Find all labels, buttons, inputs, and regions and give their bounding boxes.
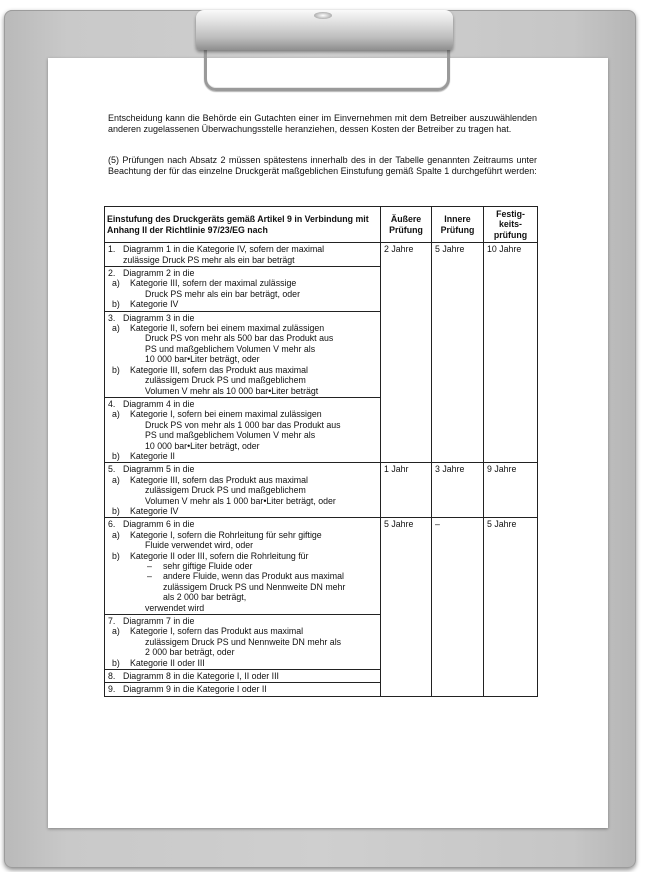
item-marker: a) xyxy=(112,409,120,420)
classification-cell xyxy=(105,463,381,518)
line-text: Diagramm 9 in die Kategorie I oder II xyxy=(123,684,267,695)
classification-line xyxy=(108,386,377,396)
paragraph-continuation: Entscheidung kann die Behörde ein Gutachten einer im Einvernehmen mit dem Betreiber auszuwählenden anderen zugelassenen Überwachungsstelle heranziehen, dessen Kosten der Betreiber zu tragen hat. xyxy=(108,113,537,134)
classification-line xyxy=(108,561,377,571)
table-row xyxy=(105,518,538,615)
line-text: Kategorie I, sofern das Produkt aus maximal xyxy=(130,626,304,637)
interval-blank-cell xyxy=(484,397,538,462)
row-number: 4. xyxy=(108,398,116,409)
classification-line xyxy=(108,344,377,354)
classification-line xyxy=(108,519,377,529)
classification-line xyxy=(108,637,377,647)
line-text: 10 000 bar•Liter beträgt, oder xyxy=(145,440,260,451)
interval-blank-cell xyxy=(381,397,432,462)
outer-inspection-interval: 2 Jahre xyxy=(381,243,432,267)
table-row xyxy=(105,683,538,696)
line-text: sehr giftige Fluide oder xyxy=(163,561,253,571)
item-marker: a) xyxy=(112,278,120,289)
outer-inspection-interval: 5 Jahre xyxy=(381,518,432,615)
item-marker: b) xyxy=(112,450,120,461)
line-text: verwendet wird xyxy=(145,602,205,613)
row-number: 9. xyxy=(108,684,116,695)
interval-blank-cell xyxy=(381,670,432,683)
classification-line xyxy=(108,626,377,636)
classification-line xyxy=(108,365,377,375)
table-row xyxy=(105,243,538,267)
classification-line xyxy=(108,464,377,474)
classification-line xyxy=(108,399,377,409)
line-text: Kategorie III, sofern das Produkt aus maximal xyxy=(130,474,308,485)
dash-marker: – xyxy=(147,571,152,582)
line-text: Fluide verwendet wird, oder xyxy=(145,540,254,551)
line-text: 2 000 bar beträgt, oder xyxy=(145,647,235,658)
line-text: zulässigem Druck PS und Nennweite DN mehr xyxy=(163,581,346,592)
item-marker: b) xyxy=(112,657,120,668)
table-row xyxy=(105,670,538,683)
header-strength-test: Festig-keits-prüfung xyxy=(484,207,538,243)
row-number: 3. xyxy=(108,312,116,323)
line-text: PS und maßgeblichem Volumen V mehr als xyxy=(145,343,316,354)
item-marker: b) xyxy=(112,505,120,516)
interval-blank-cell xyxy=(484,311,538,397)
classification-cell xyxy=(105,518,381,615)
row-number: 5. xyxy=(108,464,116,475)
line-text: Diagramm 5 in die xyxy=(123,464,195,475)
line-text: Kategorie II oder III, sofern die Rohrleitung für xyxy=(130,550,309,561)
line-text: Kategorie III, sofern das Produkt aus maximal xyxy=(130,364,308,375)
table-row xyxy=(105,615,538,670)
line-text: zulässigem Druck PS und Nennweite DN mehr als xyxy=(145,636,342,647)
classification-line xyxy=(108,430,377,440)
row-number: 1. xyxy=(108,244,116,255)
classification-line xyxy=(108,313,377,323)
classification-line xyxy=(108,420,377,430)
classification-line xyxy=(108,333,377,343)
line-text: Diagramm 8 in die Kategorie I, II oder III xyxy=(123,671,279,682)
header-outer-inspection: Äußere Prüfung xyxy=(381,207,432,243)
classification-cell xyxy=(105,267,381,312)
inspection-interval-table xyxy=(104,206,538,697)
line-text: Volumen V mehr als 1 000 bar•Liter beträgt, oder xyxy=(145,495,336,506)
item-marker: b) xyxy=(112,364,120,375)
classification-line xyxy=(108,658,377,668)
line-text: Diagramm 3 in die xyxy=(123,312,195,323)
header-inner-inspection: Innere Prüfung xyxy=(432,207,484,243)
line-text: Druck PS mehr als ein bar beträgt, oder xyxy=(145,288,300,299)
classification-line xyxy=(108,582,377,592)
classification-line xyxy=(108,289,377,299)
classification-line xyxy=(108,299,377,309)
inner-inspection-interval: 3 Jahre xyxy=(432,463,484,518)
interval-blank-cell xyxy=(432,615,484,670)
item-marker: b) xyxy=(112,299,120,310)
classification-line xyxy=(108,475,377,485)
interval-blank-cell xyxy=(381,311,432,397)
classification-line xyxy=(108,571,377,581)
classification-line xyxy=(108,592,377,602)
line-text: Kategorie IV xyxy=(130,299,179,310)
classification-line xyxy=(108,616,377,626)
line-text: Kategorie I, sofern die Rohrleitung für sehr giftige xyxy=(130,529,322,540)
line-text: zulässige Druck PS mehr als ein bar beträgt xyxy=(123,254,295,265)
classification-cell xyxy=(105,615,381,670)
classification-line xyxy=(108,323,377,333)
paragraph-5: (5) Prüfungen nach Absatz 2 müssen spätestens innerhalb des in der Tabelle genannten Zeitraums unter Beachtung der für das einzelne Druckgerät maßgeblichen Einstufung gemäß Spalte 1 durchgeführt werden: xyxy=(108,155,537,176)
line-text: Druck PS von mehr als 500 bar das Produkt aus xyxy=(145,333,334,344)
classification-line xyxy=(108,647,377,657)
interval-blank-cell xyxy=(381,615,432,670)
classification-line xyxy=(108,451,377,461)
interval-blank-cell xyxy=(484,615,538,670)
line-text: Diagramm 6 in die xyxy=(123,519,195,530)
inner-inspection-interval: – xyxy=(432,518,484,615)
interval-blank-cell xyxy=(432,670,484,683)
table-row xyxy=(105,311,538,397)
classification-line xyxy=(108,255,377,265)
classification-line xyxy=(108,540,377,550)
line-text: Diagramm 4 in die xyxy=(123,398,195,409)
line-text: Kategorie IV xyxy=(130,505,179,516)
classification-line xyxy=(108,441,377,451)
classification-line xyxy=(108,375,377,385)
line-text: Kategorie III, sofern der maximal zulässige xyxy=(130,278,297,289)
classification-line xyxy=(108,506,377,516)
interval-blank-cell xyxy=(381,683,432,696)
interval-blank-cell xyxy=(484,267,538,312)
classification-line xyxy=(108,409,377,419)
interval-blank-cell xyxy=(484,683,538,696)
item-marker: a) xyxy=(112,529,120,540)
classification-line xyxy=(108,530,377,540)
classification-line xyxy=(108,244,377,254)
item-marker: a) xyxy=(112,323,120,334)
table-row xyxy=(105,267,538,312)
line-text: Diagramm 7 in die xyxy=(123,616,195,627)
classification-cell xyxy=(105,397,381,462)
classification-line xyxy=(108,485,377,495)
table-row xyxy=(105,397,538,462)
classification-line xyxy=(108,278,377,288)
row-number: 7. xyxy=(108,616,116,627)
table-row xyxy=(105,463,538,518)
strength-test-interval: 9 Jahre xyxy=(484,463,538,518)
classification-line xyxy=(108,268,377,278)
clip-rivet xyxy=(314,12,332,19)
line-text: Kategorie II, sofern bei einem maximal zulässigen xyxy=(130,323,325,334)
item-marker: b) xyxy=(112,550,120,561)
inner-inspection-interval: 5 Jahre xyxy=(432,243,484,267)
classification-line xyxy=(108,496,377,506)
item-marker: a) xyxy=(112,626,120,637)
line-text: Druck PS von mehr als 1 000 bar das Produkt aus xyxy=(145,419,341,430)
interval-blank-cell xyxy=(432,683,484,696)
interval-blank-cell xyxy=(484,670,538,683)
interval-blank-cell xyxy=(381,267,432,312)
classification-line xyxy=(108,684,377,694)
line-text: Volumen V mehr als 10 000 bar•Liter beträgt xyxy=(145,385,319,396)
line-text: als 2 000 bar beträgt, xyxy=(163,592,247,603)
row-number: 6. xyxy=(108,519,116,530)
line-text: Diagramm 2 in die xyxy=(123,268,195,279)
item-marker: a) xyxy=(112,474,120,485)
classification-cell xyxy=(105,670,381,683)
line-text: Kategorie II xyxy=(130,450,175,461)
line-text: zulässigem Druck PS und maßgeblichem xyxy=(145,485,306,496)
line-text: 10 000 bar•Liter beträgt, oder xyxy=(145,354,260,365)
row-number: 2. xyxy=(108,268,116,279)
interval-blank-cell xyxy=(432,397,484,462)
line-text: PS und maßgeblichem Volumen V mehr als xyxy=(145,430,316,441)
row-number: 8. xyxy=(108,671,116,682)
outer-inspection-interval: 1 Jahr xyxy=(381,463,432,518)
interval-blank-cell xyxy=(432,267,484,312)
classification-line xyxy=(108,671,377,681)
classification-line xyxy=(108,354,377,364)
classification-cell xyxy=(105,311,381,397)
strength-test-interval: 5 Jahre xyxy=(484,518,538,615)
classification-cell xyxy=(105,243,381,267)
header-classification: Einstufung des Druckgeräts gemäß Artikel 9 in Verbindung mit Anhang II der Richtlinie 97/23/EG nach xyxy=(105,207,381,243)
line-text: Kategorie II oder III xyxy=(130,657,205,668)
interval-blank-cell xyxy=(432,311,484,397)
line-text: andere Fluide, wenn das Produkt aus maximal xyxy=(163,571,344,582)
classification-line xyxy=(108,551,377,561)
strength-test-interval: 10 Jahre xyxy=(484,243,538,267)
line-text: Diagramm 1 in die Kategorie IV, sofern der maximal xyxy=(123,244,325,255)
dash-marker: – xyxy=(147,561,152,571)
classification-line xyxy=(108,603,377,613)
classification-cell xyxy=(105,683,381,696)
table-header-row xyxy=(105,207,538,243)
line-text: zulässigem Druck PS und maßgeblichem xyxy=(145,375,306,386)
line-text: Kategorie I, sofern bei einem maximal zulässigen xyxy=(130,409,322,420)
